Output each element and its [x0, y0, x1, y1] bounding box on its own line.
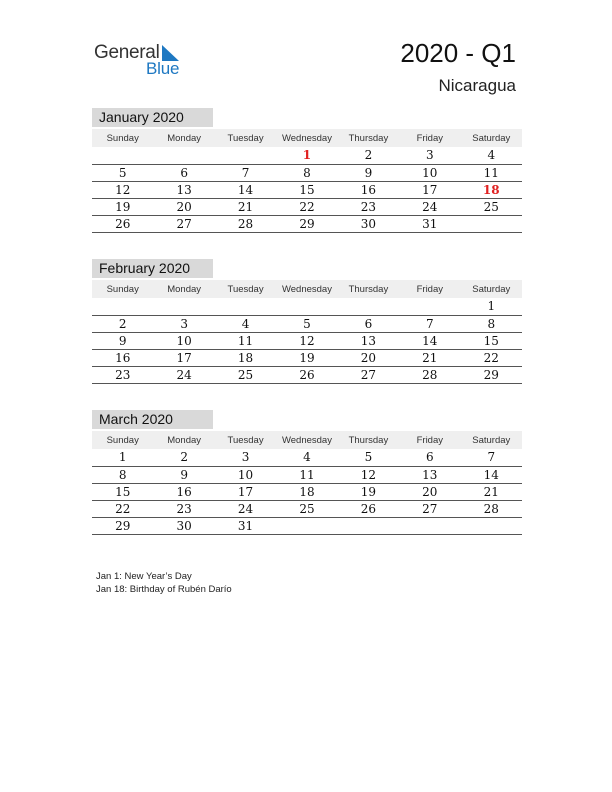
- day-cell: 13: [338, 332, 399, 349]
- weekday-header: Friday: [399, 129, 460, 147]
- week-row: [92, 298, 522, 315]
- day-cell: 29: [461, 366, 522, 383]
- day-cell: 15: [276, 181, 337, 198]
- empty-day-cell: [92, 147, 153, 164]
- day-cell: 11: [215, 332, 276, 349]
- day-cell: 12: [338, 466, 399, 483]
- day-cell: 6: [153, 164, 214, 181]
- day-cell: 28: [461, 500, 522, 517]
- month-label: February 2020: [92, 259, 213, 278]
- empty-day-cell: [461, 215, 522, 232]
- day-cell: 26: [92, 215, 153, 232]
- weekday-header-row: [92, 431, 522, 449]
- empty-day-cell: [399, 298, 460, 315]
- weekday-header: Saturday: [461, 280, 522, 298]
- day-cell: 10: [153, 332, 214, 349]
- day-cell: 16: [92, 349, 153, 366]
- weekday-header: Sunday: [92, 280, 153, 298]
- calendar-table: [92, 129, 522, 233]
- weekday-header: Friday: [399, 280, 460, 298]
- day-cell: 2: [153, 449, 214, 466]
- day-cell: 18: [215, 349, 276, 366]
- day-cell: 9: [153, 466, 214, 483]
- day-cell: 30: [153, 517, 214, 534]
- day-cell: 5: [276, 315, 337, 332]
- week-row: [92, 198, 522, 215]
- day-cell: 13: [153, 181, 214, 198]
- weekday-header: Thursday: [338, 280, 399, 298]
- holiday-note: Jan 18: Birthday of Rubén Darío: [96, 584, 232, 595]
- day-cell: 31: [399, 215, 460, 232]
- day-cell: 16: [153, 483, 214, 500]
- day-cell: 12: [276, 332, 337, 349]
- day-cell: 30: [338, 215, 399, 232]
- day-cell: 4: [276, 449, 337, 466]
- day-cell: 1: [276, 147, 337, 164]
- day-cell: 27: [338, 366, 399, 383]
- weekday-header: Thursday: [338, 129, 399, 147]
- week-row: [92, 449, 522, 466]
- day-cell: 3: [215, 449, 276, 466]
- empty-day-cell: [153, 298, 214, 315]
- empty-day-cell: [215, 298, 276, 315]
- day-cell: 19: [92, 198, 153, 215]
- weekday-header: Monday: [153, 129, 214, 147]
- day-cell: 28: [215, 215, 276, 232]
- empty-day-cell: [92, 298, 153, 315]
- day-cell: 3: [399, 147, 460, 164]
- weekday-header: Wednesday: [276, 129, 337, 147]
- day-cell: 8: [276, 164, 337, 181]
- day-cell: 29: [276, 215, 337, 232]
- weekday-header: Thursday: [338, 431, 399, 449]
- day-cell: 23: [338, 198, 399, 215]
- day-cell: 19: [338, 483, 399, 500]
- empty-day-cell: [461, 517, 522, 534]
- day-cell: 10: [399, 164, 460, 181]
- day-cell: 19: [276, 349, 337, 366]
- day-cell: 16: [338, 181, 399, 198]
- day-cell: 18: [461, 181, 522, 198]
- weekday-header: Saturday: [461, 431, 522, 449]
- week-row: [92, 500, 522, 517]
- day-cell: 27: [399, 500, 460, 517]
- day-cell: 11: [461, 164, 522, 181]
- day-cell: 4: [461, 147, 522, 164]
- empty-day-cell: [399, 517, 460, 534]
- day-cell: 13: [399, 466, 460, 483]
- calendar-table: [92, 280, 522, 384]
- empty-day-cell: [338, 517, 399, 534]
- day-cell: 21: [215, 198, 276, 215]
- country-name: Nicaragua: [438, 76, 516, 95]
- month-label: March 2020: [92, 410, 213, 429]
- day-cell: 8: [461, 315, 522, 332]
- day-cell: 17: [215, 483, 276, 500]
- weekday-header: Friday: [399, 431, 460, 449]
- day-cell: 23: [92, 366, 153, 383]
- logo-text-general: General: [94, 42, 160, 63]
- day-cell: 20: [399, 483, 460, 500]
- day-cell: 22: [461, 349, 522, 366]
- week-row: [92, 147, 522, 164]
- weekday-header: Tuesday: [215, 431, 276, 449]
- page-title: 2020 - Q1: [400, 38, 516, 68]
- day-cell: 5: [338, 449, 399, 466]
- empty-day-cell: [153, 147, 214, 164]
- day-cell: 17: [153, 349, 214, 366]
- day-cell: 26: [276, 366, 337, 383]
- week-row: [92, 215, 522, 232]
- day-cell: 9: [92, 332, 153, 349]
- day-cell: 21: [399, 349, 460, 366]
- day-cell: 31: [215, 517, 276, 534]
- day-cell: 5: [92, 164, 153, 181]
- logo-text-blue: Blue: [146, 59, 180, 78]
- day-cell: 6: [338, 315, 399, 332]
- weekday-header: Wednesday: [276, 280, 337, 298]
- holiday-note: Jan 1: New Year’s Day: [96, 571, 192, 582]
- day-cell: 15: [461, 332, 522, 349]
- weekday-header: Sunday: [92, 431, 153, 449]
- week-row: [92, 466, 522, 483]
- day-cell: 17: [399, 181, 460, 198]
- day-cell: 20: [338, 349, 399, 366]
- day-cell: 1: [92, 449, 153, 466]
- month-block-january: [92, 108, 522, 233]
- month-label: January 2020: [92, 108, 213, 127]
- day-cell: 28: [399, 366, 460, 383]
- week-row: [92, 332, 522, 349]
- day-cell: 1: [461, 298, 522, 315]
- weekday-header-row: [92, 129, 522, 147]
- generalblue-logo: [94, 42, 194, 78]
- day-cell: 14: [215, 181, 276, 198]
- day-cell: 25: [461, 198, 522, 215]
- weekday-header: Tuesday: [215, 280, 276, 298]
- weekday-header: Wednesday: [276, 431, 337, 449]
- day-cell: 6: [399, 449, 460, 466]
- day-cell: 2: [338, 147, 399, 164]
- week-row: [92, 181, 522, 198]
- day-cell: 9: [338, 164, 399, 181]
- empty-day-cell: [276, 298, 337, 315]
- day-cell: 7: [461, 449, 522, 466]
- day-cell: 3: [153, 315, 214, 332]
- day-cell: 11: [276, 466, 337, 483]
- day-cell: 25: [215, 366, 276, 383]
- calendar-table: [92, 431, 522, 535]
- weekday-header-row: [92, 280, 522, 298]
- week-row: [92, 164, 522, 181]
- day-cell: 10: [215, 466, 276, 483]
- day-cell: 24: [153, 366, 214, 383]
- day-cell: 27: [153, 215, 214, 232]
- day-cell: 12: [92, 181, 153, 198]
- day-cell: 23: [153, 500, 214, 517]
- day-cell: 7: [215, 164, 276, 181]
- day-cell: 4: [215, 315, 276, 332]
- day-cell: 26: [338, 500, 399, 517]
- day-cell: 8: [92, 466, 153, 483]
- month-block-february: [92, 259, 522, 384]
- day-cell: 24: [215, 500, 276, 517]
- day-cell: 21: [461, 483, 522, 500]
- day-cell: 14: [399, 332, 460, 349]
- holiday-notes: [96, 570, 232, 596]
- week-row: [92, 349, 522, 366]
- day-cell: 22: [92, 500, 153, 517]
- day-cell: 24: [399, 198, 460, 215]
- empty-day-cell: [276, 517, 337, 534]
- week-row: [92, 517, 522, 534]
- day-cell: 2: [92, 315, 153, 332]
- day-cell: 18: [276, 483, 337, 500]
- week-row: [92, 315, 522, 332]
- day-cell: 14: [461, 466, 522, 483]
- day-cell: 22: [276, 198, 337, 215]
- week-row: [92, 483, 522, 500]
- day-cell: 29: [92, 517, 153, 534]
- empty-day-cell: [215, 147, 276, 164]
- day-cell: 7: [399, 315, 460, 332]
- weekday-header: Monday: [153, 280, 214, 298]
- day-cell: 15: [92, 483, 153, 500]
- weekday-header: Saturday: [461, 129, 522, 147]
- month-block-march: [92, 410, 522, 535]
- week-row: [92, 366, 522, 383]
- weekday-header: Tuesday: [215, 129, 276, 147]
- day-cell: 20: [153, 198, 214, 215]
- day-cell: 25: [276, 500, 337, 517]
- weekday-header: Monday: [153, 431, 214, 449]
- empty-day-cell: [338, 298, 399, 315]
- weekday-header: Sunday: [92, 129, 153, 147]
